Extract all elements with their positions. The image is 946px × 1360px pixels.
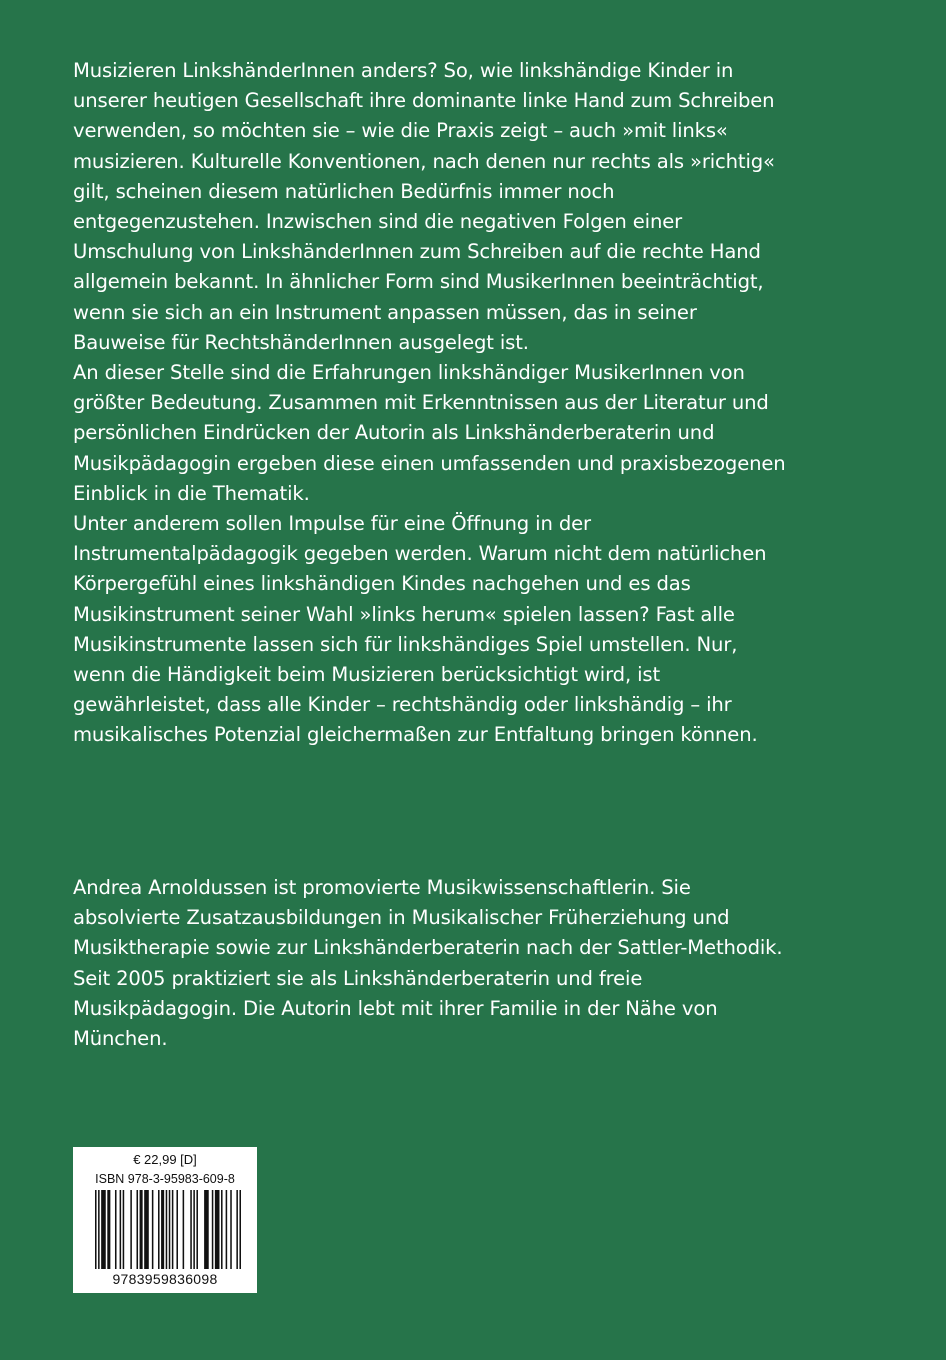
price-label: € 22,99 [D] <box>133 1152 197 1167</box>
barcode-bar <box>120 1190 122 1269</box>
barcode-bar <box>152 1190 154 1269</box>
barcode-bar <box>123 1190 125 1269</box>
blurb-text <box>73 56 793 751</box>
barcode-bar <box>144 1190 149 1269</box>
barcode-bar <box>136 1190 138 1269</box>
barcode-bar <box>230 1190 232 1269</box>
barcode-bar <box>101 1190 106 1269</box>
ean-number: 9783959836098 <box>112 1271 218 1287</box>
blurb-paragraph-2: An dieser Stelle sind die Erfahrungen linkshändiger MusikerInnen von größter Bedeutung. Zusammen mit Erkenntnissen aus der Literatur und persönlichen Eindrücken der Autorin als Linkshänderberaterin und Musikpädagogin ergeben diese einen umfassenden und praxisbezogenen Einblick in die Thematik. <box>73 361 786 505</box>
barcode-bar <box>212 1190 214 1269</box>
barcode-bar <box>172 1190 174 1269</box>
barcode-bar <box>95 1190 97 1269</box>
barcode-bar <box>166 1190 168 1269</box>
barcode-bar <box>221 1190 223 1269</box>
barcode-image <box>95 1190 241 1269</box>
barcode-bar <box>239 1190 241 1269</box>
barcode-bar <box>236 1190 238 1269</box>
barcode-bar <box>158 1190 160 1269</box>
author-bio-text: Andrea Arnoldussen ist promovierte Musikwissenschaftlerin. Sie absolvierte Zusatzausbildungen in Musikalischer Früherziehung und Musiktherapie sowie zur Linkshänderberaterin nach der Sattler-Methodik. Seit 2005 praktiziert sie als Linkshänderberaterin und freie Musikpädagogin. Die Autorin lebt mit ihrer Familie in der Nähe von München. <box>73 876 783 1051</box>
blurb-paragraph-3: Unter anderem sollen Impulse für eine Öffnung in der Instrumentalpädagogik gegeben werden. Warum nicht dem natürlichen Körpergefühl eines linkshändigen Kindes nachgehen und es das Musikinstrument seiner Wahl »links herum« spielen lassen? Fast alle Musikinstrumente lassen sich für linkshändiges Spiel umstellen. Nur, wenn die Händigkeit beim Musizieren berücksichtigt wird, ist gewährleistet, dass alle Kinder – rechtshändig oder linkshändig – ihr musikalisches Potenzial gleichermaßen zur Entfaltung bringen können. <box>73 512 767 747</box>
barcode-box <box>73 1147 257 1293</box>
barcode-bar <box>176 1190 178 1269</box>
barcode-bar <box>140 1190 143 1269</box>
barcode-bar <box>183 1190 185 1269</box>
isbn-label: ISBN 978-3-95983-609-8 <box>95 1172 235 1186</box>
barcode-bar <box>215 1190 220 1269</box>
barcode-bar <box>98 1190 100 1269</box>
barcode-bar <box>204 1190 209 1269</box>
barcode-bar <box>107 1190 110 1269</box>
author-bio <box>73 873 793 1054</box>
barcode-bar <box>226 1190 228 1269</box>
barcode-bar <box>169 1190 171 1269</box>
barcode-bar <box>193 1190 195 1269</box>
barcode-bar <box>130 1190 132 1269</box>
barcode-bar <box>196 1190 198 1269</box>
blurb-paragraph-1: Musizieren LinkshänderInnen anders? So, wie linkshändige Kinder in unserer heutigen Gesellschaft ihre dominante linke Hand zum Schreiben verwenden, so möchten sie – wie die Praxis zeigt – auch »mit links« musizieren. Kulturelle Konventionen, nach denen nur rechts als »richtig« gilt, scheinen diesem natürlichen Bedürfnis immer noch entgegenzustehen. Inzwischen sind die negativen Folgen einer Umschulung von LinkshänderInnen zum Schreiben auf die rechte Hand allgemein bekannt. In ähnlicher Form sind MusikerInnen beeinträchtigt, wenn sie sich an ein Instrument anpassen müssen, das in seiner Bauweise für RechtshänderInnen ausgelegt ist. <box>73 59 775 354</box>
barcode-bar <box>190 1190 192 1269</box>
barcode-bar <box>161 1190 164 1269</box>
barcode-bar <box>115 1190 117 1269</box>
